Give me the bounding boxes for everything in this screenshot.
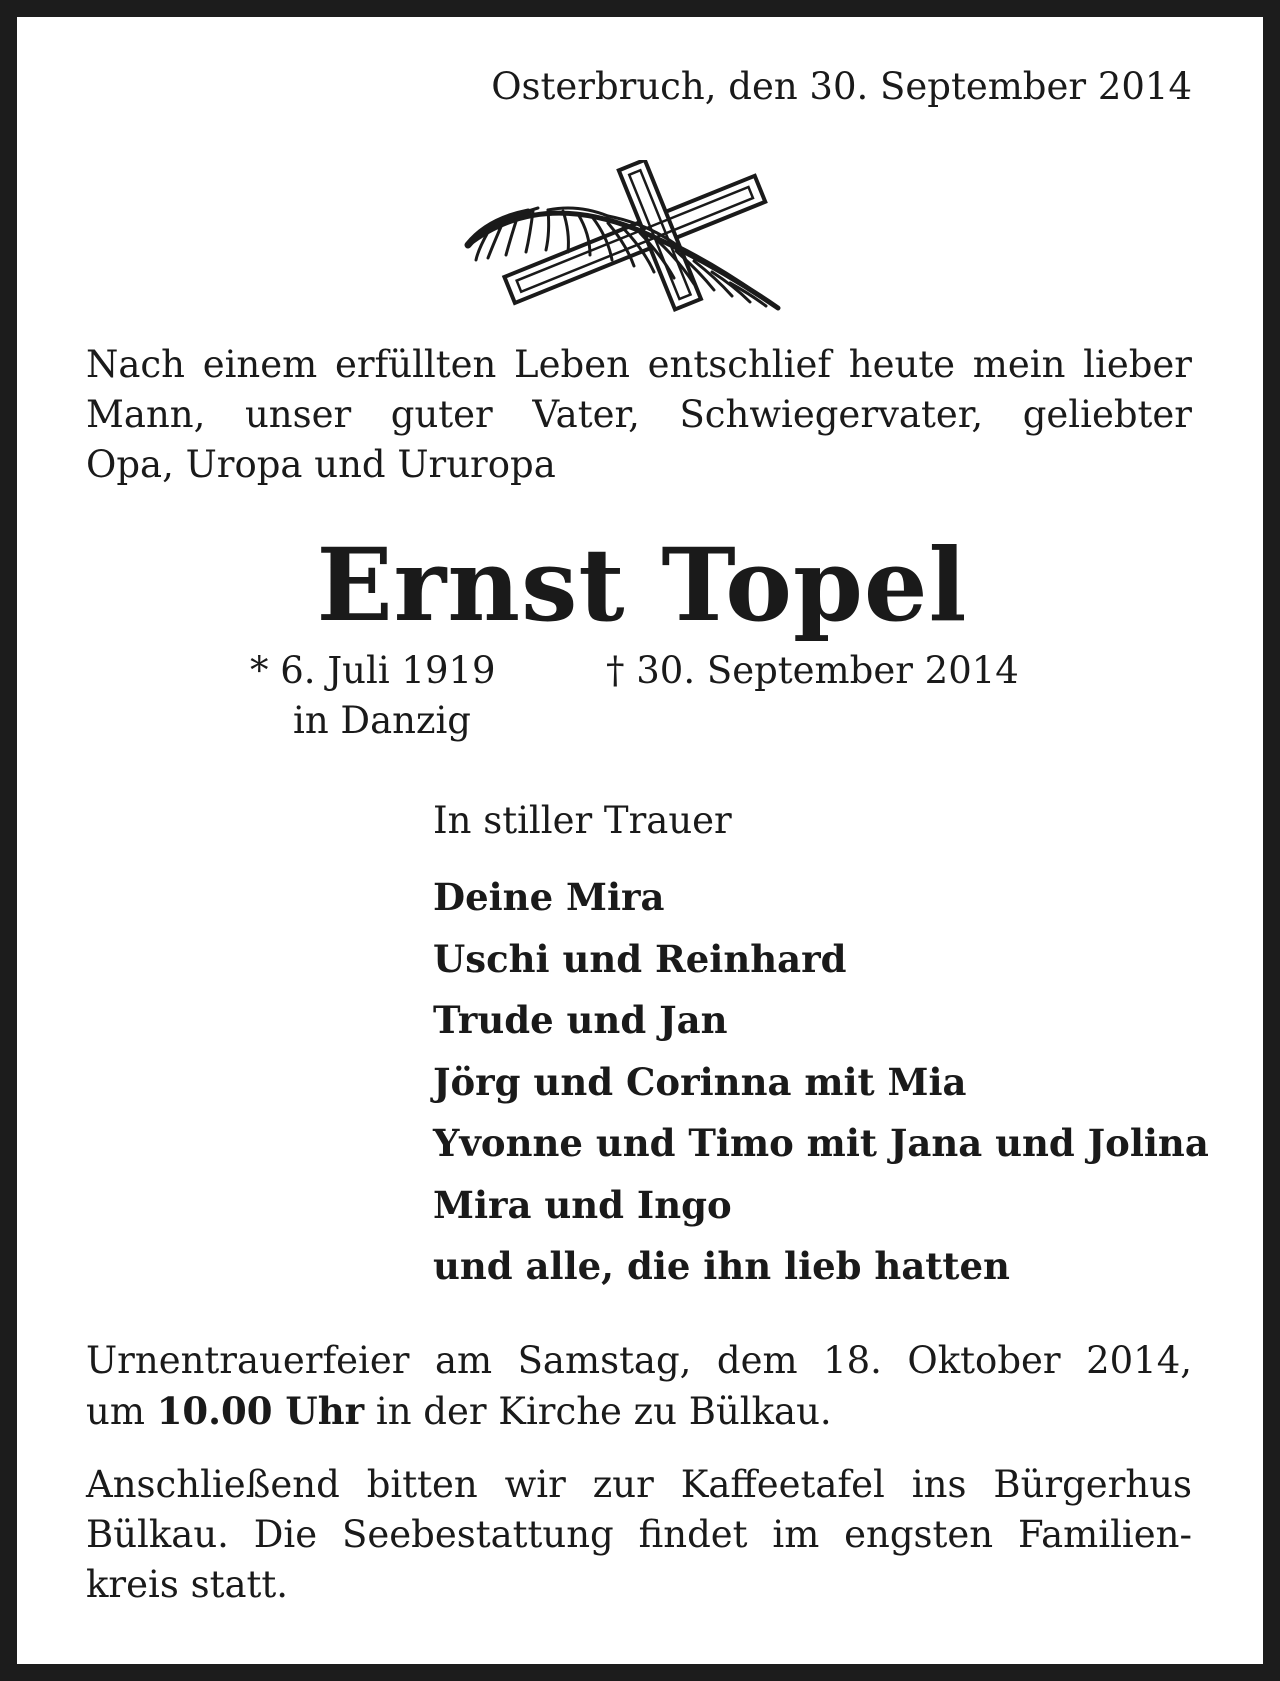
service-time: 10.00 Uhr	[156, 1389, 365, 1433]
cross-with-palm-frond-icon	[448, 160, 808, 320]
reception-line: kreis statt.	[86, 1563, 289, 1606]
mourner-name: und alle, die ihn lieb hatten	[433, 1244, 1010, 1288]
reception-info	[86, 1460, 1192, 1610]
intro-line: Nach einem erfüllten Leben entschlief heute mein lieber	[86, 343, 1192, 386]
intro-line: Opa, Uropa und Ururopa	[86, 443, 556, 486]
birth-date: * 6. Juli 1919	[250, 649, 496, 692]
mourner-name: Uschi und Reinhard	[433, 936, 847, 981]
mourner-name: Yvonne und Timo mit Jana und Jolina	[433, 1121, 1209, 1165]
mourner-name: Trude und Jan	[433, 998, 728, 1042]
mourner-name: Mira und Ingo	[433, 1182, 732, 1227]
birth-place: in Danzig	[293, 699, 471, 742]
reception-line: Bülkau. Die Seebestattung findet im engsten Familien-	[86, 1513, 1192, 1556]
deceased-name: Ernst Topel	[316, 526, 968, 644]
service-suffix: in der Kirche zu Bülkau.	[364, 1390, 832, 1433]
death-date: † 30. September 2014	[606, 649, 1019, 692]
intro-line: Mann, unser guter Vater, Schwiegervater, geliebter	[86, 393, 1192, 436]
service-prefix: um	[86, 1390, 157, 1433]
place-date: Osterbruch, den 30. September 2014	[491, 65, 1192, 108]
mourners-list	[433, 867, 1209, 1298]
mourner-name: Jörg und Corinna mit Mia	[433, 1059, 967, 1104]
intro-text	[86, 340, 1192, 490]
service-line: Urnentrauerfeier am Samstag, dem 18. Oktober 2014,	[86, 1339, 1192, 1382]
deceased-name-block	[0, 526, 1280, 644]
mourning-title: In stiller Trauer	[433, 799, 732, 842]
mourner-name: Deine Mira	[433, 875, 665, 919]
service-line	[86, 1386, 1192, 1437]
service-info	[86, 1336, 1192, 1437]
reception-line: Anschließend bitten wir zur Kaffeetafel ins Bürgerhus	[86, 1463, 1192, 1506]
